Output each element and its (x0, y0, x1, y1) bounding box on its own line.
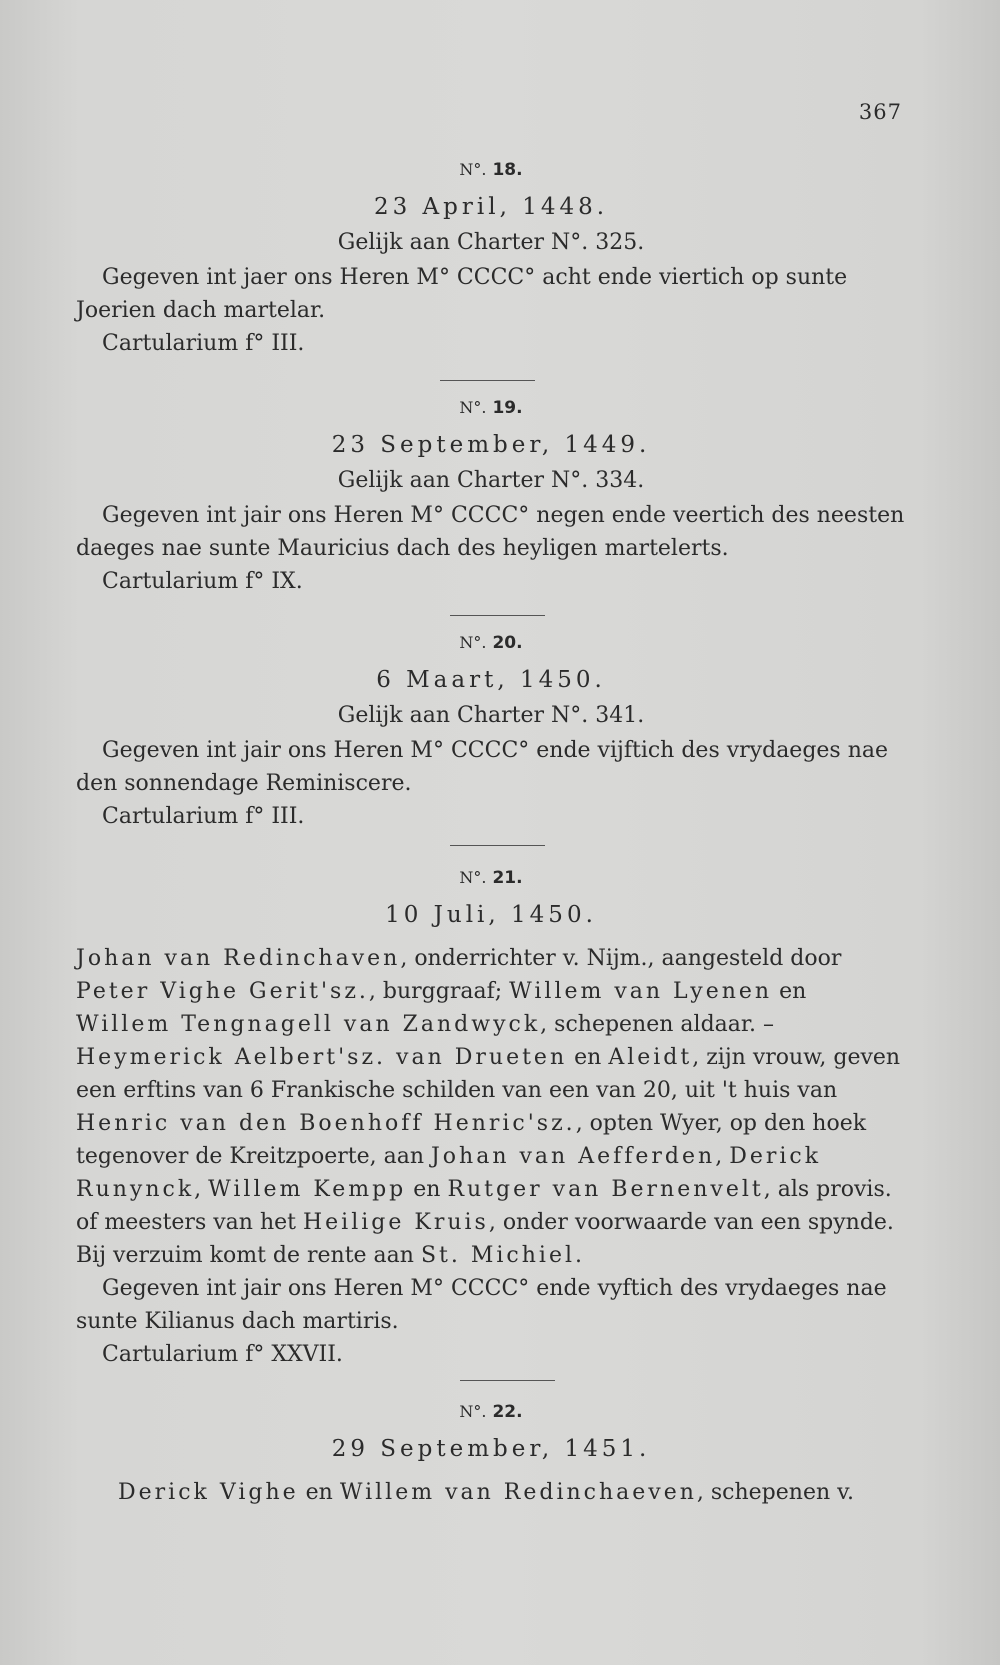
spaced-name: Henric van den Boenhoff Henric'sz. (76, 1111, 576, 1136)
entry-cartularium: Cartularium f° XXVII. (102, 1342, 343, 1367)
entry-dating-clause: Gegeven int jair ons Heren M° CCCC° ende vyftich des vrydaeges nae sunte Kilianus dach martiris. (76, 1276, 887, 1334)
text-run: , schepenen aldaar. – (540, 1012, 774, 1037)
spaced-name: Willem van Lyenen (509, 979, 773, 1004)
entry-number (76, 398, 906, 418)
number-prefix: N°. (459, 160, 487, 179)
entry-date: 29 September, 1451. (331, 1436, 651, 1462)
text-run: , burggraaf; (368, 979, 510, 1004)
spaced-name: Willem Tengnagell van Zandwyck (76, 1012, 541, 1037)
separator-rule (450, 845, 545, 846)
entry-cartularium: Cartularium f° III. (102, 331, 305, 356)
spaced-name: Heymerick Aelbert'sz. van Drueten (76, 1045, 568, 1070)
spaced-name: Derick Vighe (118, 1480, 299, 1505)
entry-20 (76, 633, 906, 833)
entry-number (76, 868, 906, 888)
text-run: en (772, 979, 807, 1004)
number-prefix: N°. (459, 398, 487, 417)
number-prefix: N°. (459, 1402, 487, 1421)
spaced-name: Peter Vighe Gerit'sz. (76, 979, 369, 1004)
entry-21 (76, 868, 906, 1371)
entry-cartularium: Cartularium f° III. (102, 804, 305, 829)
entry-number-value: 19. (492, 398, 523, 418)
separator-rule (450, 615, 545, 616)
entry-text (76, 1476, 906, 1509)
entry-number-value: 20. (492, 633, 523, 653)
entry-text: Gegeven int jair ons Heren M° CCCC° ende vijftich des vrydaeges nae den sonnendage Reminiscere. (76, 738, 889, 796)
spaced-name: Johan van Aefferden (430, 1144, 716, 1169)
page-number: 367 (858, 100, 902, 124)
text-run: , (194, 1177, 209, 1202)
entry-date: 10 Juli, 1450. (385, 902, 597, 928)
text-run: , zijn vrouw, geven een erftins van 6 Frankische schilden van een van 20, uit 't huis van (76, 1045, 901, 1103)
text-run: . (575, 1243, 582, 1268)
text-run: en (406, 1177, 448, 1202)
text-run: , schepenen v. (696, 1480, 854, 1505)
entry-date: 23 September, 1449. (331, 432, 651, 458)
entry-reference: Gelijk aan Charter N°. 341. (337, 703, 645, 728)
spaced-name: Derick Runynck (76, 1144, 822, 1202)
entry-19 (76, 398, 906, 598)
number-prefix: N°. (459, 868, 487, 887)
entry-number-value: 22. (492, 1402, 523, 1422)
entry-number (76, 633, 906, 653)
text-run: , opten Wyer, op den hoek tegenover de Kreitzpoerte, aan (76, 1111, 867, 1169)
entry-text: Gegeven int jair ons Heren M° CCCC° negen ende veertich des neesten daeges nae sunte Mauricius dach des heyligen martelerts. (76, 503, 905, 561)
entry-22 (76, 1402, 906, 1509)
entry-date: 6 Maart, 1450. (376, 667, 606, 693)
separator-rule (460, 1380, 555, 1381)
entry-date: 23 April, 1448. (373, 194, 609, 220)
text-run: en (567, 1045, 609, 1070)
spaced-name: Heilige Kruis (302, 1210, 489, 1235)
text-run: , (715, 1144, 730, 1169)
spaced-name: Aleidt (608, 1045, 693, 1070)
entry-number (76, 1402, 906, 1422)
spaced-name: Willem van Redinchaeven (339, 1480, 697, 1505)
spaced-name: Johan van Redinchaven (76, 946, 401, 971)
entry-18 (76, 160, 906, 360)
entry-cartularium: Cartularium f° IX. (102, 569, 303, 594)
entry-number (76, 160, 906, 180)
spaced-name: St. Michiel (420, 1243, 575, 1268)
entry-text: Gegeven int jaer ons Heren M° CCCC° acht ende viertich op sunte Joerien dach martelar. (76, 265, 848, 323)
text-run: , onderrichter v. Nijm., aangesteld door (400, 946, 842, 971)
entry-text (76, 942, 906, 1272)
entry-reference: Gelijk aan Charter N°. 334. (337, 468, 645, 493)
text-run: , als provis. of meesters van het (76, 1177, 892, 1235)
entry-reference: Gelijk aan Charter N°. 325. (337, 230, 645, 255)
entry-number-value: 18. (492, 160, 523, 180)
separator-rule (440, 380, 535, 381)
spaced-name: Rutger van Bernenvelt (447, 1177, 764, 1202)
spaced-name: Willem Kempp (208, 1177, 407, 1202)
text-run: , onder voorwaarde van een spynde. Bij verzuim komt de rente aan (76, 1210, 894, 1268)
number-prefix: N°. (459, 633, 487, 652)
entry-number-value: 21. (492, 868, 523, 888)
text-run: en (298, 1480, 340, 1505)
